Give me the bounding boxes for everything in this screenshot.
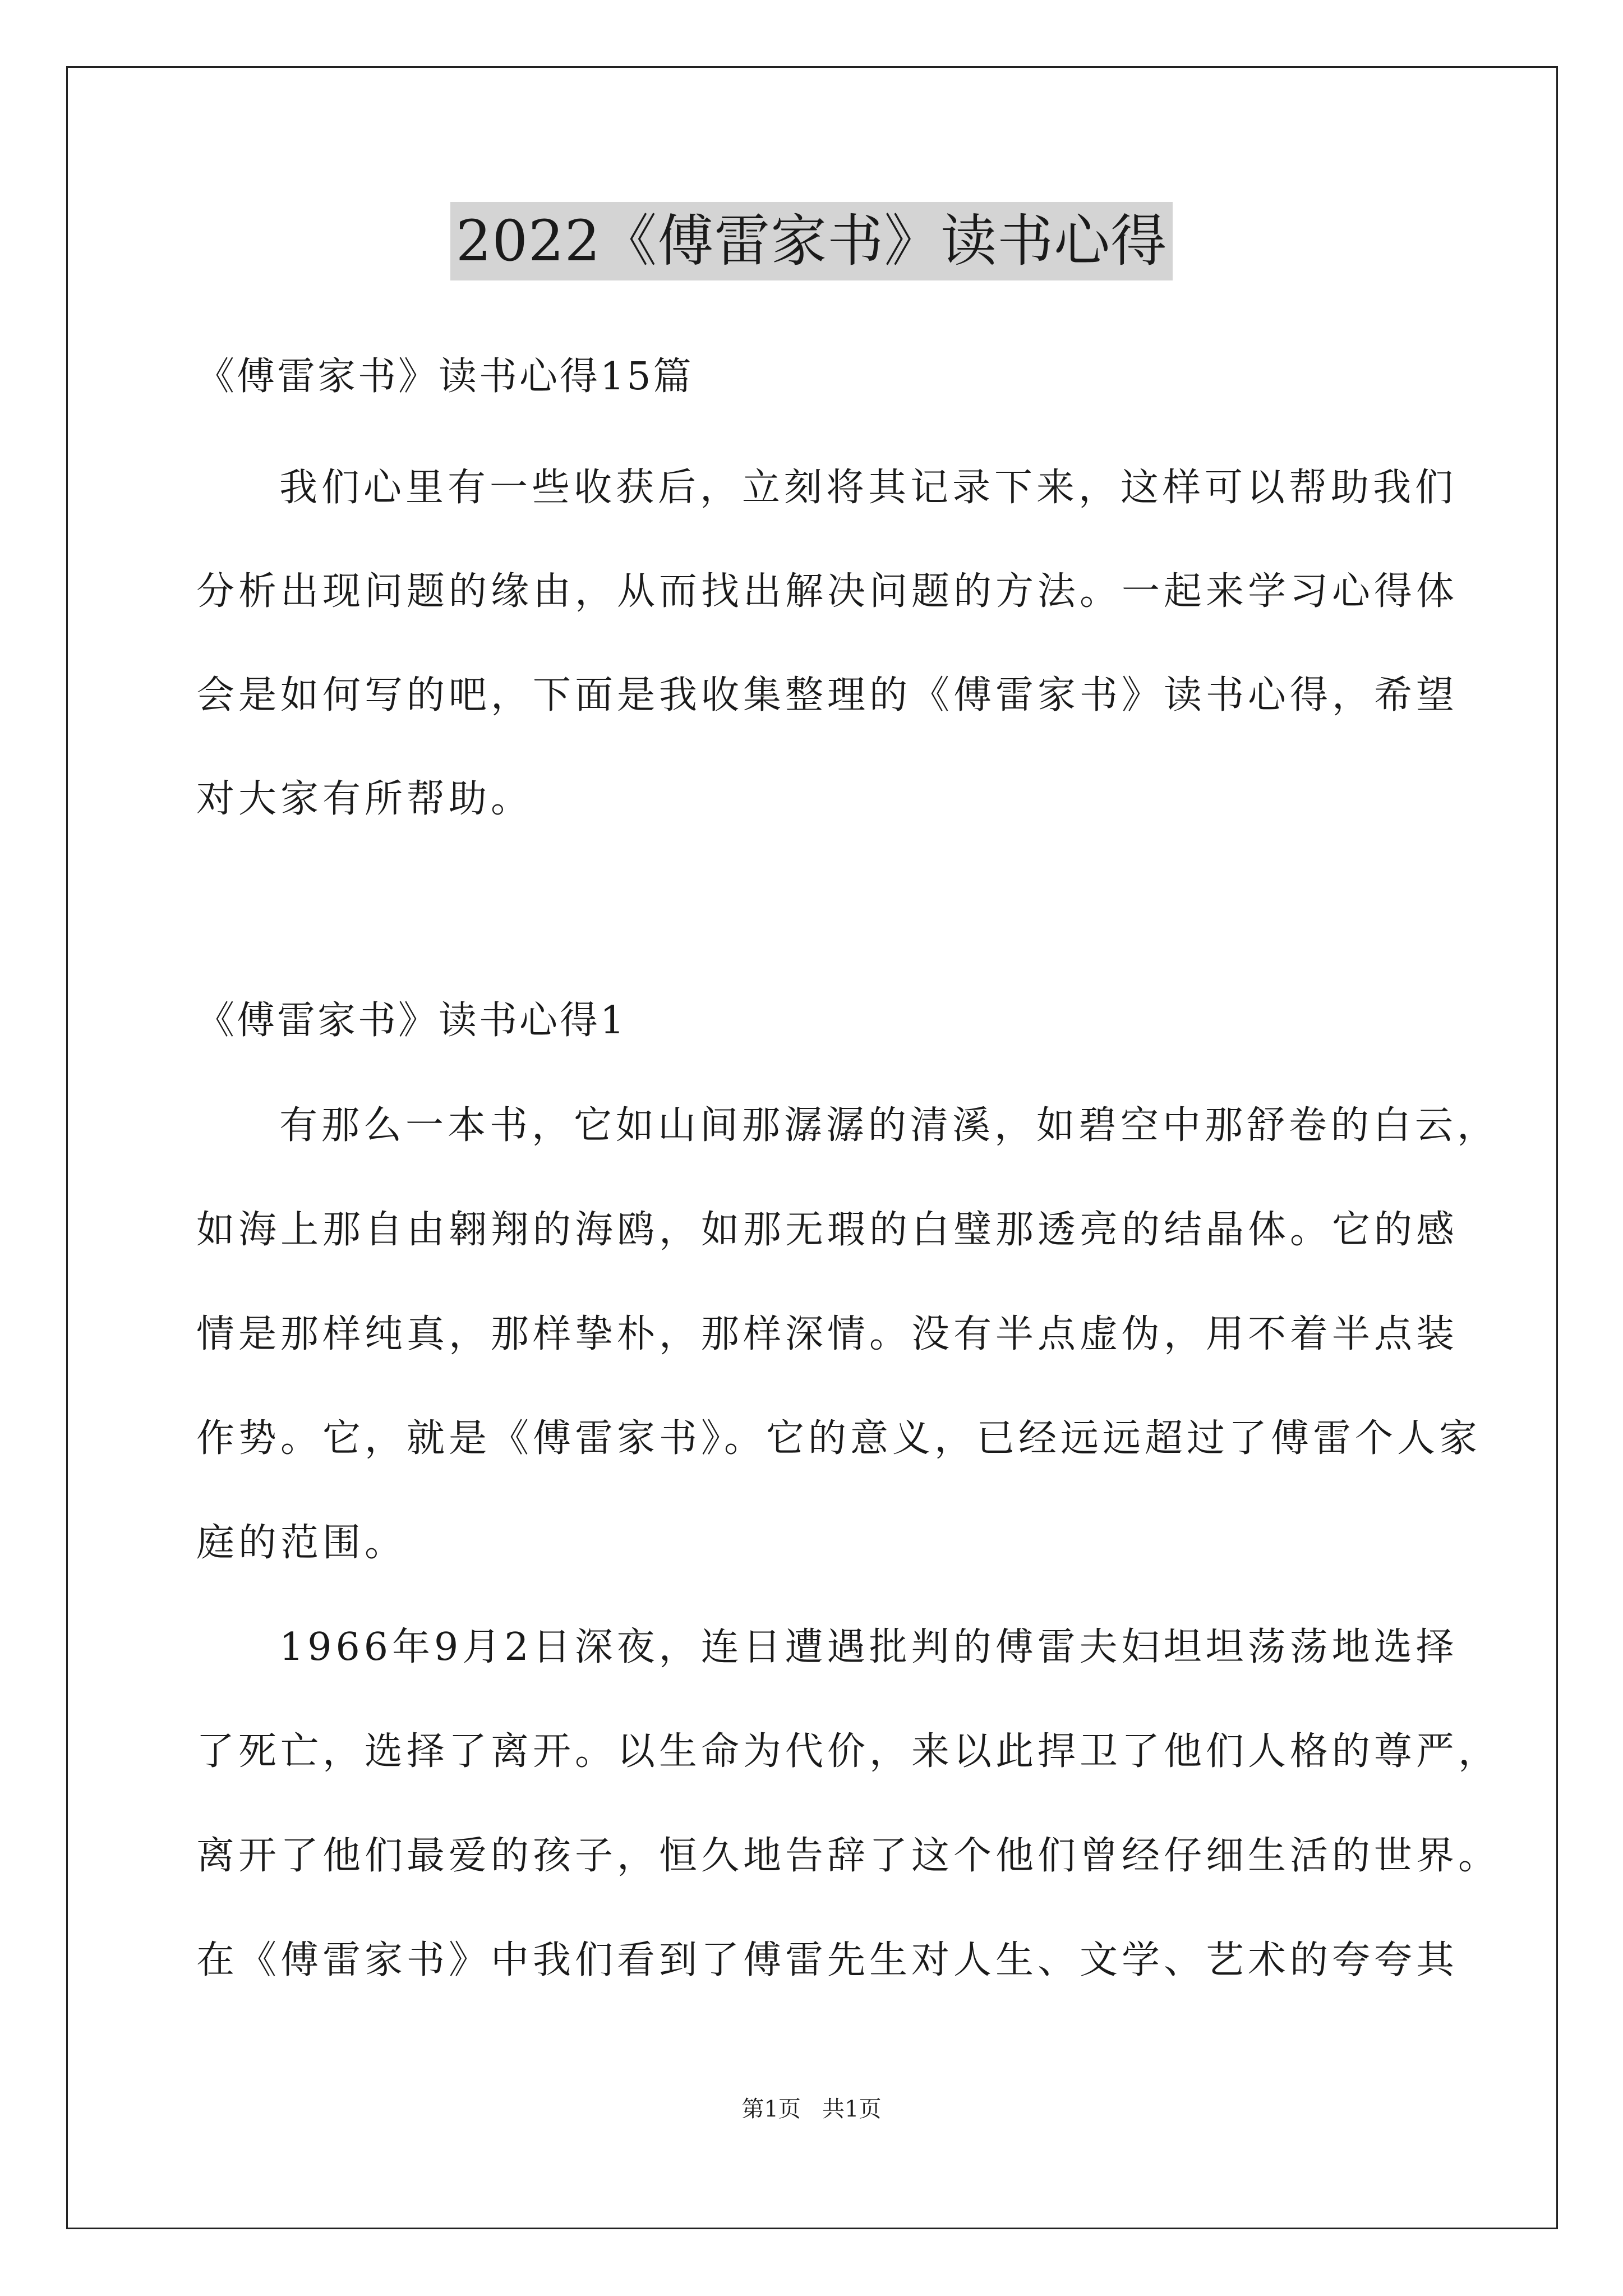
paragraph-line: 在《傅雷家书》中我们看到了傅雷先生对人生、文学、艺术的夸夸其 — [196, 1938, 1459, 1982]
intro-line: 我们心里有一些收获后，立刻将其记录下来，这样可以帮助我们 — [279, 466, 1458, 510]
paragraph-line: 如海上那自由翱翔的海鸥，如那无瑕的白璧那透亮的结晶体。它的感 — [196, 1208, 1459, 1252]
page-footer: 第1页 共1页 — [741, 2096, 882, 2122]
article-subtitle: 《傅雷家书》读书心得15篇 — [196, 355, 694, 399]
document-title: 2022《傅雷家书》读书心得 — [450, 202, 1173, 280]
paragraph-line: 有那么一本书，它如山间那潺潺的清溪，如碧空中那舒卷的白云， — [279, 1103, 1500, 1148]
paragraph-line: 情是那样纯真，那样挚朴，那样深情。没有半点虚伪，用不着半点装 — [196, 1312, 1459, 1356]
paragraph-line: 离开了他们最爱的孩子，恒久地告辞了这个他们曾经仔细生活的世界。 — [196, 1834, 1501, 1878]
intro-line: 分析出现问题的缘由，从而找出解决问题的方法。一起来学习心得体 — [196, 569, 1459, 614]
intro-line: 会是如何写的吧，下面是我收集整理的《傅雷家书》读书心得，希望 — [196, 673, 1459, 717]
paragraph-line: 1966年9月2日深夜，连日遭遇批判的傅雷夫妇坦坦荡荡地选择 — [279, 1625, 1458, 1669]
paragraph-line: 了死亡，选择了离开。以生命为代价，来以此捍卫了他们人格的尊严， — [196, 1729, 1501, 1774]
title-container — [0, 202, 1623, 280]
paragraph-line: 作势。它，就是《傅雷家书》。它的意义，已经远远超过了傅雷个人家 — [196, 1416, 1482, 1461]
intro-line: 对大家有所帮助。 — [196, 777, 533, 821]
section-heading: 《傅雷家书》读书心得1 — [196, 999, 627, 1043]
paragraph-line: 庭的范围。 — [196, 1521, 407, 1565]
